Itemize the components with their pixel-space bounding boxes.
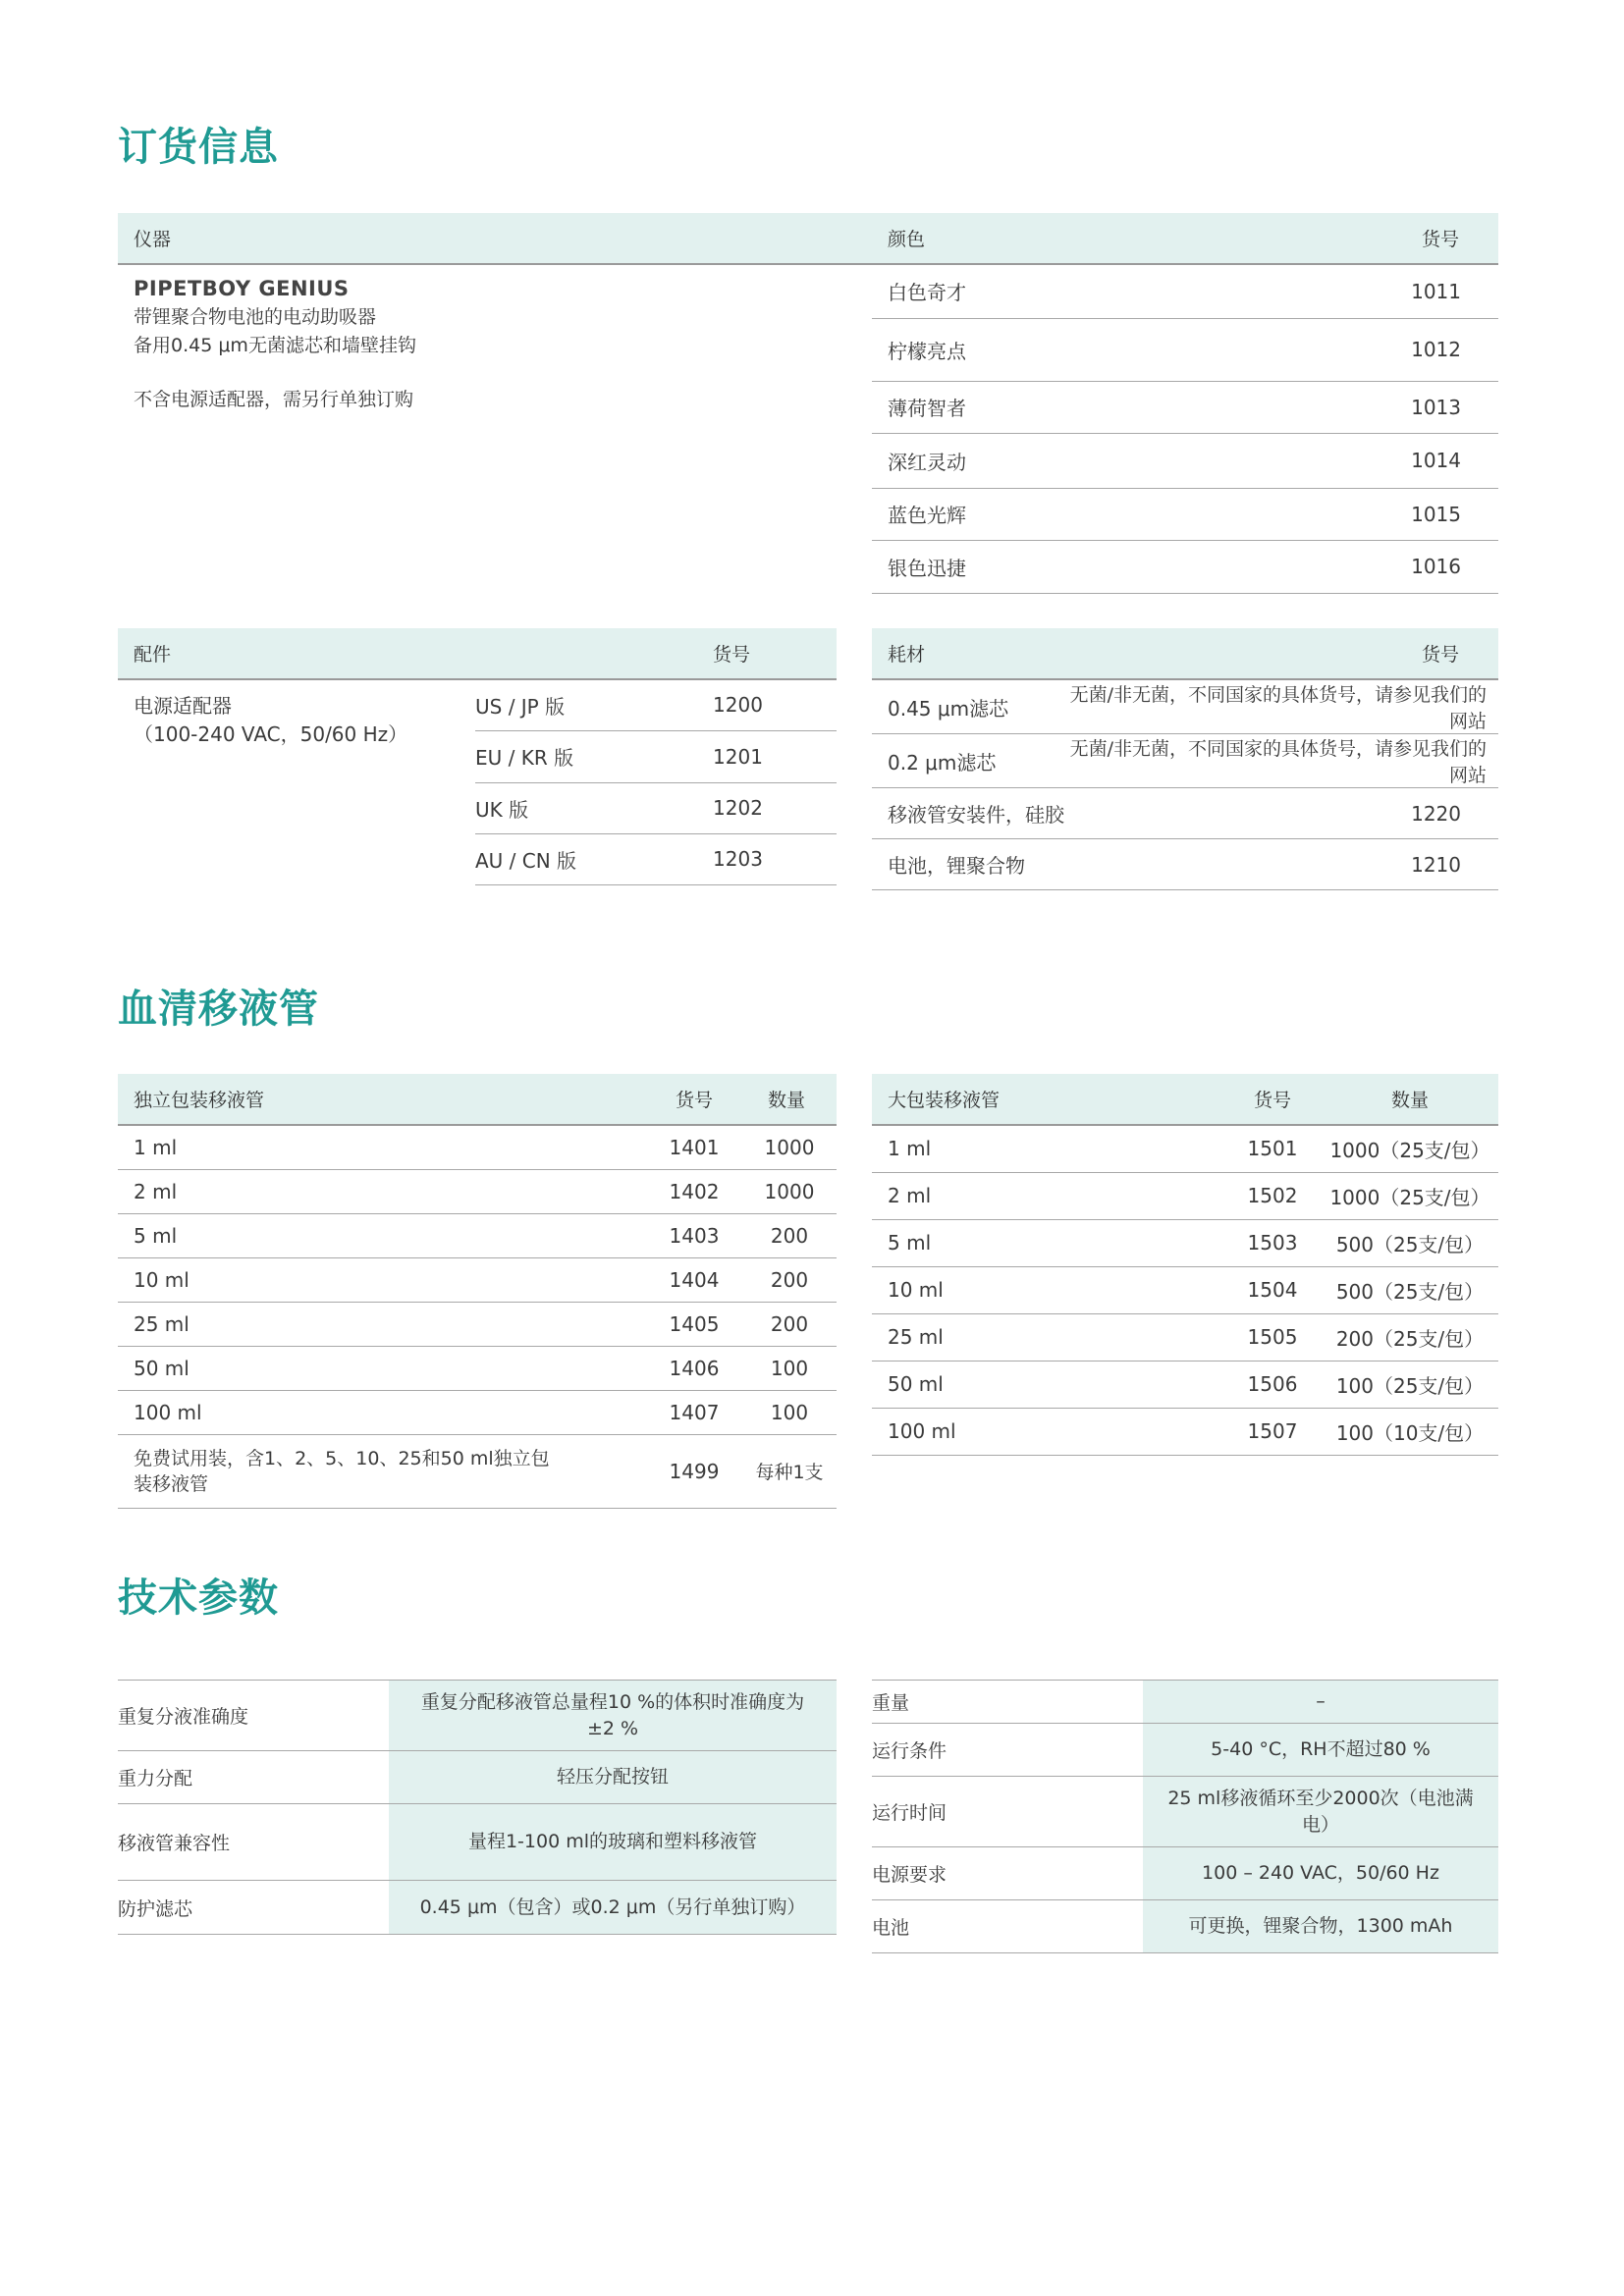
pipette-size: 10 ml [872, 1266, 1223, 1313]
pipette-size: 25 ml [118, 1302, 640, 1346]
table-row [118, 679, 837, 730]
pipette-cat: 1507 [1223, 1408, 1322, 1455]
pipette-size: 2 ml [118, 1169, 640, 1213]
table-row [118, 1751, 837, 1804]
color-table [872, 265, 1498, 594]
spec-label: 防护滤芯 [118, 1881, 389, 1935]
pipette-size: 50 ml [872, 1361, 1223, 1408]
pipette-size: 100 ml [118, 1390, 640, 1434]
table-row [872, 1681, 1498, 1724]
spec-value: 0.45 μm（包含）或0.2 μm（另行单独订购） [389, 1881, 837, 1935]
table-row [872, 265, 1498, 318]
trial-line-1: 免费试用装，含1、2、5、10、25和50 ml独立包 [134, 1447, 550, 1469]
section-title-tech: 技术参数 [118, 1575, 279, 1621]
instrument-table [118, 213, 1498, 265]
pipette-cat: 1501 [1223, 1125, 1322, 1172]
pipette-qty: 200 [748, 1213, 837, 1257]
section-title-serological: 血清移液管 [118, 987, 319, 1032]
accessory-item [118, 679, 475, 884]
accessory-cat: 1203 [697, 833, 837, 884]
pipette-size: 5 ml [872, 1219, 1223, 1266]
pipette-cat: 1406 [640, 1346, 748, 1390]
pipette-qty: 200 [748, 1257, 837, 1302]
accessory-cat: 1200 [697, 679, 837, 730]
pipette-cat: 1401 [640, 1125, 748, 1169]
table-row [118, 1302, 837, 1346]
trial-qty: 每种1支 [748, 1434, 837, 1508]
pipette-qty: 100（25支/包） [1322, 1361, 1498, 1408]
table-row [872, 1900, 1498, 1953]
color-name: 白色奇才 [872, 265, 1337, 318]
header-bulk: 大包装移液管 [872, 1074, 1223, 1125]
table-row [872, 488, 1498, 540]
spec-label: 重量 [872, 1681, 1143, 1724]
accessory-version: UK 版 [475, 782, 697, 833]
table-row [872, 1847, 1498, 1900]
header-cat: 货号 [1037, 628, 1498, 679]
table-row [872, 433, 1498, 488]
pipette-qty: 1000 [748, 1125, 837, 1169]
accessory-version: EU / KR 版 [475, 730, 697, 782]
table-row [872, 1777, 1498, 1847]
spec-value: 量程1-100 ml的玻璃和塑料移液管 [389, 1804, 837, 1881]
pipette-qty: 1000 [748, 1169, 837, 1213]
spec-label: 电池 [872, 1900, 1143, 1953]
consumable-cat: 无菌/非无菌，不同国家的具体货号，请参见我们的网站 [1037, 734, 1498, 788]
product-name: PIPETBOY GENIUS [134, 277, 350, 300]
table-row [118, 1434, 837, 1508]
consumable-name: 电池，锂聚合物 [872, 839, 1037, 890]
pipette-qty: 1000（25支/包） [1322, 1172, 1498, 1219]
table-row [872, 1408, 1498, 1455]
header-consumable: 耗材 [872, 628, 1037, 679]
trial-line-2: 装移液管 [134, 1472, 209, 1495]
consumables-table [872, 628, 1498, 890]
color-cat: 1012 [1337, 318, 1498, 381]
table-row [118, 1169, 837, 1213]
pipette-size: 10 ml [118, 1257, 640, 1302]
trial-cat: 1499 [640, 1434, 748, 1508]
table-row [118, 1346, 837, 1390]
spec-table-right [872, 1680, 1498, 1953]
spec-value: 可更换，锂聚合物，1300 mAh [1143, 1900, 1498, 1953]
table-row [872, 679, 1498, 734]
header-accessory: 配件 [118, 628, 697, 679]
accessory-item-line-1: 电源适配器 [134, 694, 232, 718]
pipette-size: 1 ml [872, 1125, 1223, 1172]
consumable-name: 移液管安装件，硅胶 [872, 788, 1037, 839]
color-cat: 1013 [1337, 381, 1498, 433]
spec-table-left [118, 1680, 837, 1935]
table-row [118, 1257, 837, 1302]
pipette-cat: 1403 [640, 1213, 748, 1257]
pipette-size: 25 ml [872, 1313, 1223, 1361]
spec-label: 重力分配 [118, 1751, 389, 1804]
spec-value: 5-40 °C，RH不超过80 % [1143, 1724, 1498, 1777]
pipette-qty: 200（25支/包） [1322, 1313, 1498, 1361]
header-qty: 数量 [1322, 1074, 1498, 1125]
pipette-qty: 500（25支/包） [1322, 1266, 1498, 1313]
consumable-cat: 无菌/非无菌，不同国家的具体货号，请参见我们的网站 [1037, 679, 1498, 734]
table-row [118, 1213, 837, 1257]
header-individual: 独立包装移液管 [118, 1074, 640, 1125]
color-name: 银色迅捷 [872, 540, 1337, 593]
color-cat: 1016 [1337, 540, 1498, 593]
table-row [872, 788, 1498, 839]
pipette-qty: 100 [748, 1390, 837, 1434]
pipette-cat: 1404 [640, 1257, 748, 1302]
color-cat: 1011 [1337, 265, 1498, 318]
table-row [872, 381, 1498, 433]
table-row [872, 1219, 1498, 1266]
pipette-qty: 100 [748, 1346, 837, 1390]
color-cat: 1014 [1337, 433, 1498, 488]
pipette-size: 5 ml [118, 1213, 640, 1257]
table-row [118, 1881, 837, 1935]
header-instrument: 仪器 [118, 213, 872, 264]
product-line-1: 带锂聚合物电池的电动助吸器 [134, 306, 377, 328]
header-cat: 货号 [1223, 1074, 1322, 1125]
pipette-cat: 1405 [640, 1302, 748, 1346]
header-cat: 货号 [640, 1074, 748, 1125]
individual-pipettes-table [118, 1074, 837, 1509]
instrument-description [134, 275, 860, 414]
spec-value: 轻压分配按钮 [389, 1751, 837, 1804]
pipette-cat: 1506 [1223, 1361, 1322, 1408]
header-qty: 数量 [748, 1074, 837, 1125]
table-row [872, 318, 1498, 381]
spec-label: 电源要求 [872, 1847, 1143, 1900]
color-cat: 1015 [1337, 488, 1498, 540]
bulk-pipettes-table [872, 1074, 1498, 1456]
accessory-cat: 1201 [697, 730, 837, 782]
consumable-name: 0.45 μm滤芯 [872, 679, 1037, 734]
spec-value: 100 – 240 VAC，50/60 Hz [1143, 1847, 1498, 1900]
accessory-version: AU / CN 版 [475, 833, 697, 884]
pipette-qty: 1000（25支/包） [1322, 1125, 1498, 1172]
consumable-cat: 1220 [1037, 788, 1498, 839]
table-row [118, 1125, 837, 1169]
consumable-cat: 1210 [1037, 839, 1498, 890]
table-row [118, 1804, 837, 1881]
table-row [118, 1681, 837, 1751]
color-name: 蓝色光辉 [872, 488, 1337, 540]
spec-value: 重复分配移液管总量程10 %的体积时准确度为±2 % [389, 1681, 837, 1751]
table-row [872, 839, 1498, 890]
spec-value: 25 ml移液循环至少2000次（电池满电） [1143, 1777, 1498, 1847]
section-title-ordering: 订货信息 [118, 125, 279, 170]
product-line-2: 备用0.45 μm无菌滤芯和墙壁挂钩 [134, 335, 416, 356]
table-row [872, 734, 1498, 788]
color-name: 柠檬亮点 [872, 318, 1337, 381]
spec-label: 重复分液准确度 [118, 1681, 389, 1751]
pipette-cat: 1407 [640, 1390, 748, 1434]
trial-description [118, 1434, 640, 1508]
spec-label: 运行条件 [872, 1724, 1143, 1777]
header-cat: 货号 [1337, 213, 1498, 264]
accessory-item-line-2: （100-240 VAC，50/60 Hz） [134, 722, 408, 746]
spec-label: 移液管兼容性 [118, 1804, 389, 1881]
pipette-cat: 1502 [1223, 1172, 1322, 1219]
table-row [872, 1125, 1498, 1172]
table-row [872, 1172, 1498, 1219]
color-name: 深红灵动 [872, 433, 1337, 488]
pipette-cat: 1402 [640, 1169, 748, 1213]
accessory-cat: 1202 [697, 782, 837, 833]
pipette-size: 50 ml [118, 1346, 640, 1390]
table-row [872, 1266, 1498, 1313]
table-row [872, 540, 1498, 593]
spec-value: – [1143, 1681, 1498, 1724]
consumable-name: 0.2 μm滤芯 [872, 734, 1037, 788]
table-row [872, 1313, 1498, 1361]
pipette-cat: 1505 [1223, 1313, 1322, 1361]
header-cat: 货号 [697, 628, 837, 679]
accessory-version: US / JP 版 [475, 679, 697, 730]
pipette-qty: 200 [748, 1302, 837, 1346]
table-row [872, 1361, 1498, 1408]
accessories-table [118, 628, 837, 885]
pipette-size: 2 ml [872, 1172, 1223, 1219]
product-note: 不含电源适配器，需另行单独订购 [134, 389, 414, 410]
table-row [118, 1390, 837, 1434]
spec-label: 运行时间 [872, 1777, 1143, 1847]
pipette-cat: 1504 [1223, 1266, 1322, 1313]
pipette-size: 1 ml [118, 1125, 640, 1169]
pipette-qty: 500（25支/包） [1322, 1219, 1498, 1266]
table-row [872, 1724, 1498, 1777]
header-color: 颜色 [872, 213, 1337, 264]
pipette-cat: 1503 [1223, 1219, 1322, 1266]
color-name: 薄荷智者 [872, 381, 1337, 433]
pipette-size: 100 ml [872, 1408, 1223, 1455]
pipette-qty: 100（10支/包） [1322, 1408, 1498, 1455]
